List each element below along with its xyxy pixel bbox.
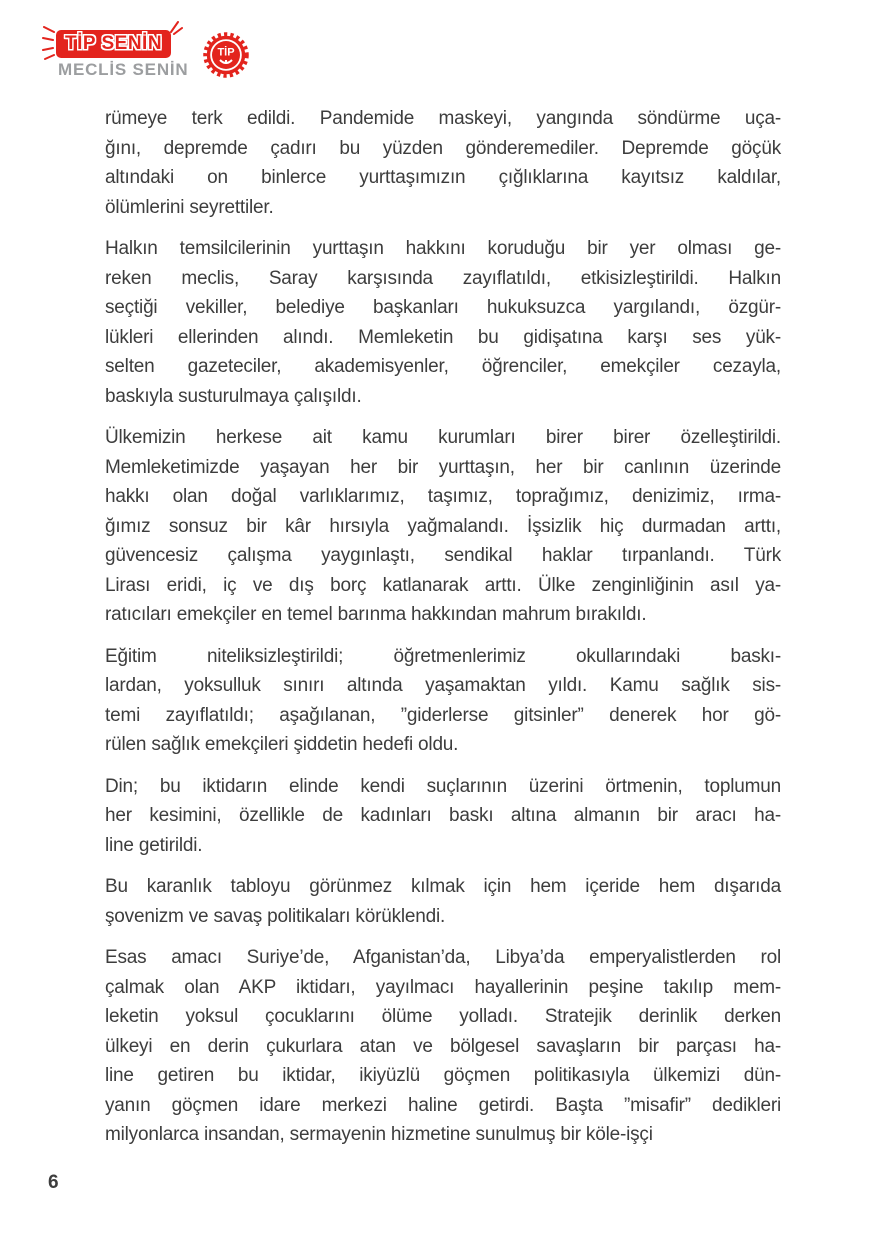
emblem-text: TİP: [216, 46, 235, 59]
paragraph: [105, 772, 781, 861]
paragraph: [105, 943, 781, 1150]
paragraph: [105, 642, 781, 760]
body-text: [105, 104, 781, 1162]
text-line: rümeye terk edildi. Pandemide maskeyi, yangında söndürme uça-: [105, 108, 781, 129]
text-line: Esas amacı Suriye’de, Afganistan’da, Libya’da emperyalistlerden rol: [105, 947, 781, 968]
paragraph: [105, 872, 781, 931]
text-line: ğımız sonsuz bir kâr hırsıyla yağmalandı. İşsizlik hiç durmadan arttı,: [105, 515, 781, 537]
burst-lines-right-icon: [169, 20, 183, 36]
text-line: seçtiği vekiller, belediye başkanları hukuksuzca yargılandı, özgür-: [105, 297, 781, 318]
text-line: reken meclis, Saray karşısında zayıflatıldı, etkisizleştirildi. Halkın: [105, 267, 781, 289]
paragraph: [105, 234, 781, 411]
text-line: her kesimini, özellikle de kadınları baskı altına almanın bir aracı ha-: [105, 805, 781, 826]
text-line: Bu karanlık tabloyu görünmez kılmak için hem içeride hem dışarıda: [105, 876, 781, 897]
text-line: ratıcıları emekçiler en temel barınma hakkından mahrum bırakıldı.: [105, 604, 647, 625]
text-line: baskıyla susturulmaya çalışıldı.: [105, 385, 362, 407]
text-line: Din; bu iktidarın elinde kendi suçlarının üzerini örtmenin, toplumun: [105, 775, 781, 797]
text-line: temi zayıflatıldı; aşağılanan, ”giderlerse gitsinler” denerek hor gö-: [105, 704, 781, 726]
page-number: 6: [48, 1172, 59, 1193]
text-line: lardan, yoksulluk sınırı altında yaşamaktan yıldı. Kamu sağlık sis-: [105, 675, 781, 696]
text-line: Memleketimizde yaşayan her bir yurttaşın, her bir canlının üzerinde: [105, 456, 781, 478]
text-line: milyonlarca insandan, sermayenin hizmetine sunulmuş bir köle-işçi: [105, 1124, 653, 1145]
text-line: hakkı olan doğal varlıklarımız, taşımız, toprağımız, denizimiz, ırma-: [105, 486, 781, 507]
text-line: rülen sağlık emekçileri şiddetin hedefi oldu.: [105, 734, 459, 755]
logo-subtitle: MECLİS SENİN: [58, 60, 189, 79]
burst-lines-left-icon: [42, 26, 56, 60]
tip-emblem-icon: [203, 32, 249, 78]
text-line: güvencesiz çalışma yaygınlaştı, sendikal haklar tırpanlandı. Türk: [105, 545, 781, 566]
logo-text-block: [44, 30, 189, 78]
text-line: leketin yoksul çocuklarını ölüme yolladı. Stratejik derinlik derken: [105, 1006, 781, 1027]
text-line: Lirası eridi, iç ve dış borç katlanarak arttı. Ülke zenginliğinin asıl ya-: [105, 574, 781, 596]
text-line: şovenizm ve savaş politikaları körüklendi.: [105, 905, 446, 927]
paragraph: [105, 104, 781, 222]
paragraph: [105, 423, 781, 630]
text-line: selten gazeteciler, akademisyenler, öğrenciler, emekçiler cezayla,: [105, 356, 781, 377]
text-line: lükleri ellerinden alındı. Memleketin bu gidişatına karşı ses yük-: [105, 326, 781, 348]
text-line: line getirildi.: [105, 834, 203, 856]
text-line: line getiren bu iktidar, ikiyüzlü göçmen politikasıyla ülkemizi dün-: [105, 1065, 781, 1086]
text-line: ğını, depremde çadırı bu yüzden gönderemediler. Depremde göçük: [105, 137, 781, 159]
text-line: Ülkemizin herkese ait kamu kurumları birer birer özelleştirildi.: [105, 427, 781, 448]
logo-banner-text: TİP SENİN: [65, 33, 163, 54]
brand-logo: [44, 30, 249, 78]
text-line: Eğitim niteliksizleştirildi; öğretmenlerimiz okullarındaki baskı-: [105, 645, 781, 667]
text-line: Halkın temsilcilerinin yurttaşın hakkını koruduğu bir yer olması ge-: [105, 238, 781, 259]
text-line: çalmak olan AKP iktidarı, yayılmacı hayallerinin peşine takılıp mem-: [105, 976, 781, 998]
text-line: ülkeyi en derin çukurlara atan ve bölgesel savaşların bir parçası ha-: [105, 1035, 781, 1057]
text-line: yanın göçmen idare merkezi haline getirdi. Başta ”misafir” dedikleri: [105, 1094, 781, 1116]
text-line: altındaki on binlerce yurttaşımızın çığlıklarına kayıtsız kaldılar,: [105, 167, 781, 188]
text-line: ölümlerini seyrettiler.: [105, 196, 274, 218]
logo-banner: [56, 30, 171, 58]
